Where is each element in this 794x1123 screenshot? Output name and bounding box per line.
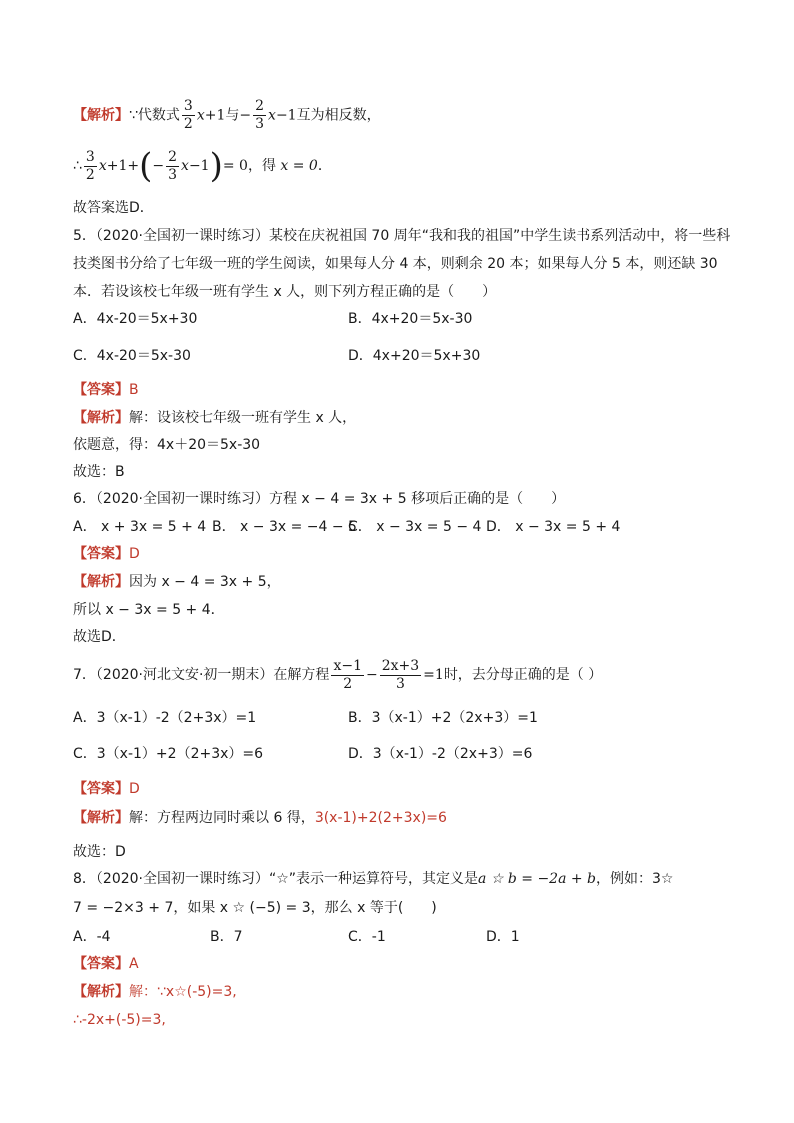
q5-option-a: A．4x-20＝5x+30: [73, 311, 198, 327]
q5-option-d: D．4x+20＝5x+30: [348, 348, 481, 364]
jiexi-tag: 【解析】: [73, 574, 129, 590]
q6-option-d: D． x − 3x = 5 + 4: [486, 519, 621, 535]
q8-option-b: B．7: [210, 929, 243, 945]
q7-option-b: B．3（x-1）+2（2x+3）=1: [348, 710, 538, 726]
q4-conclusion: 故答案选D．: [73, 200, 154, 216]
q5-option-b: B．4x+20＝5x-30: [348, 311, 473, 327]
q4-jiexi-line1: 【解析】∵代数式 $\frac{3}{2}$ x+1与− $\frac{2}{3}$ x−1互为相反数，: [73, 98, 381, 132]
q6-option-a: A． x + 3x = 5 + 4: [73, 519, 207, 535]
q8-option-a: A．-4: [73, 929, 111, 945]
q6-conclusion: 故选D．: [73, 629, 126, 645]
q8-jiexi-line2: ∴-2x+(-5)=3,: [73, 1012, 166, 1028]
fraction-2x-plus-3-over-3: $\frac{2x+3}{3}$: [381, 657, 420, 692]
q5-answer: 【答案】B: [73, 382, 139, 398]
q8-option-d: D．1: [486, 929, 520, 945]
q5-jiexi-line2: 依题意，得：4x＋20＝5x-30: [73, 437, 261, 453]
q5-conclusion: 故选：B: [73, 464, 125, 480]
answer-tag: 【答案】: [73, 956, 129, 972]
q4-jiexi-line2: ∴ $\frac{3}{2}$ x+1+(− $\frac{2}{3}$ x−1)= 0，得 x = 0．: [73, 146, 332, 186]
q5-option-c: C．4x-20＝5x-30: [73, 348, 191, 364]
q7-answer: 【答案】D: [73, 781, 140, 797]
q8-stem-line1: 8．（2020·全国初一课时练习）“☆”表示一种运算符号，其定义是a ☆ b = −2a + b，例如：3☆: [73, 871, 674, 887]
q7-jiexi: 【解析】解：方程两边同时乘以 6 得，3(x-1)+2(2+3x)=6: [73, 810, 447, 826]
q8-option-c: C．-1: [348, 929, 386, 945]
jiexi-tag: 【解析】: [73, 410, 129, 426]
q6-option-b: B． x − 3x = −4 − 5: [212, 519, 357, 535]
q6-option-c: C． x − 3x = 5 − 4: [348, 519, 482, 535]
q6-jiexi-line1: 【解析】因为 x − 4 = 3x + 5，: [73, 574, 281, 590]
q5-stem-line1: 5．（2020·全国初一课时练习）某校在庆祝祖国 70 周年“我和我的祖国”中学生读书系列活动中，将一些科: [73, 228, 731, 244]
q8-stem-line2: 7 = −2×3 + 7，如果 x ☆ (−5) = 3，那么 x 等于( ): [73, 900, 437, 916]
fraction-2-3: $\frac{2}{3}$: [255, 98, 265, 132]
q8-jiexi-line1: 【解析】解：∵x☆(-5)=3,: [73, 984, 237, 1000]
q7-option-c: C．3（x-1）+2（2+3x）=6: [73, 746, 264, 762]
fraction-3-2: $\frac{3}{2}$: [85, 148, 95, 183]
q5-stem-line2: 技类图书分给了七年级一班的学生阅读，如果每人分 4 本，则剩余 20 本；如果每人分 5 本，则还缺 30: [73, 256, 718, 272]
answer-tag: 【答案】: [73, 546, 129, 562]
answer-tag: 【答案】: [73, 382, 129, 398]
jiexi-tag: 【解析】: [73, 984, 129, 1000]
q6-jiexi-line2: 所以 x − 3x = 5 + 4．: [73, 602, 225, 618]
jiexi-tag: 【解析】: [73, 810, 129, 826]
q7-conclusion: 故选：D: [73, 844, 126, 860]
answer-tag: 【答案】: [73, 781, 129, 797]
q8-answer: 【答案】A: [73, 956, 139, 972]
jiexi-tag: 【解析】: [73, 107, 129, 124]
q5-stem-line3: 本．若设该校七年级一班有学生 x 人，则下列方程正确的是（ ）: [73, 284, 497, 300]
fraction-2-3: $\frac{2}{3}$: [168, 148, 178, 183]
q7-stem: 7．（2020·河北文安·初一期末）在解方程 $\frac{x-1}{2}$ − $\frac{2x+3}{3}$ =1时，去分母正确的是（ ）: [73, 657, 603, 692]
q6-stem: 6．（2020·全国初一课时练习）方程 x − 4 = 3x + 5 移项后正确的是（ ）: [73, 491, 566, 507]
q5-jiexi-line1: 【解析】解：设该校七年级一班有学生 x 人，: [73, 410, 357, 426]
q7-option-d: D．3（x-1）-2（2x+3）=6: [348, 746, 533, 762]
fraction-3-2: $\frac{3}{2}$: [183, 98, 193, 132]
fraction-x-minus-1-over-2: $\frac{x-1}{2}$: [333, 657, 362, 692]
q7-option-a: A．3（x-1）-2（2+3x）=1: [73, 710, 257, 726]
q6-answer: 【答案】D: [73, 546, 140, 562]
